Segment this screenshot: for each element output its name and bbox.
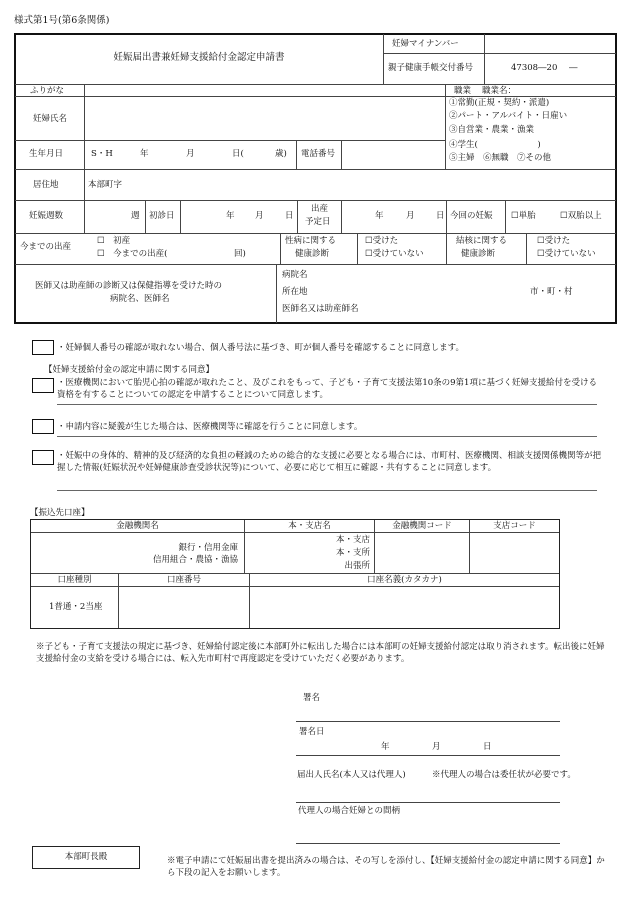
due-day: 日 bbox=[436, 211, 445, 221]
account-name-header: 口座名義(カタカナ) bbox=[367, 575, 442, 585]
address-label: 居住地 bbox=[33, 180, 59, 190]
doctor-label-1: 医師又は助産師の診断又は保健指導を受けた時の bbox=[35, 281, 223, 291]
birth-day: 日( bbox=[232, 149, 244, 159]
address-value[interactable]: 本部町字 bbox=[88, 180, 123, 190]
furigana-label: ふりがな bbox=[30, 86, 65, 96]
doctor-name-label: 医師名又は助産師名 bbox=[282, 304, 359, 314]
hospital-label: 病院名 bbox=[282, 270, 308, 280]
location-label: 所在地 bbox=[282, 287, 308, 297]
branch-code-header: 支店コード bbox=[493, 521, 536, 531]
mynumber-consent-text: ・妊婦個人番号の確認が取れない場合、個人番号法に基づき、町が個人番号を確認することに同意します。 bbox=[57, 343, 464, 353]
tb-label-2: 健康診断 bbox=[461, 249, 496, 259]
occupation-option-5[interactable]: ⑤主婦 ⑥無職 ⑦その他 bbox=[449, 153, 552, 163]
tb-received-checkbox[interactable]: ☐受けた bbox=[537, 236, 571, 246]
birth-year: 年 bbox=[140, 149, 149, 159]
name-label: 妊婦氏名 bbox=[33, 114, 68, 124]
signature-month: 月 bbox=[432, 742, 441, 752]
consent-item2-text: ・申請内容に疑義が生じた場合は、医療機関等に確認を行うことに同意します。 bbox=[57, 422, 363, 432]
branch-types-2: 本・支所 bbox=[335, 548, 370, 558]
transfer-notice: ※子ども・子育て支援法の規定に基づき、妊婦給付認定後に本部町外に転出した場合には本部町の妊婦支援給付認定は取り消されます。転出後に妊婦支援給付金の支給を受ける場合には、転入先市町村で再度認定を受けていただく必要があります。 bbox=[36, 642, 605, 664]
births-prev-checkbox[interactable]: ☐ 今までの出産( bbox=[97, 249, 168, 259]
inst-code-header: 金融機関コード bbox=[392, 521, 452, 531]
techo-label: 親子健康手帳交付番号 bbox=[388, 63, 474, 73]
branch-types-3: 出張所 bbox=[344, 561, 370, 571]
due-label-1: 出産 bbox=[311, 204, 329, 214]
std-label-1: 性病に関する bbox=[285, 236, 337, 246]
mynumber-consent-checkbox[interactable] bbox=[32, 340, 54, 355]
form-title: 妊娠届出書兼妊婦支援給付金認定申請書 bbox=[113, 52, 285, 63]
std-label-2: 健康診断 bbox=[295, 249, 330, 259]
births-first-checkbox[interactable]: ☐ 初産 bbox=[97, 236, 131, 246]
proxy-relation-label: 代理人の場合妊婦との間柄 bbox=[298, 806, 401, 816]
account-number-header: 口座番号 bbox=[166, 575, 201, 585]
first-visit-label: 初診日 bbox=[149, 211, 175, 221]
twins-checkbox[interactable]: ☐双胎以上 bbox=[560, 211, 602, 221]
proxy-note: ※代理人の場合は委任状が必要です。 bbox=[432, 770, 576, 780]
consent-item3-text: ・妊娠中の身体的、精神的及び経済的な負担の軽減のための総合的な支援に必要となる場合には、市町村、医療機関、相談支援関係機関等が把握した情報(妊娠状況や妊婦健康診査受診状況等)について、必要に応じて相互に確認・共有することに同意します。 bbox=[57, 451, 602, 473]
bank-types-1: 銀行・信用金庫 bbox=[178, 543, 238, 553]
account-type-header: 口座種別 bbox=[57, 575, 92, 585]
occupation-option-2[interactable]: ②パート・アルバイト・日雇い bbox=[449, 111, 568, 121]
birth-label: 生年月日 bbox=[29, 149, 64, 159]
birth-era[interactable]: S・H bbox=[91, 149, 113, 159]
due-year: 年 bbox=[375, 211, 384, 221]
pregnancy-weeks-unit: 週 bbox=[131, 211, 140, 221]
signature-day: 日 bbox=[483, 742, 492, 752]
tb-not-received-checkbox[interactable]: ☐受けていない bbox=[537, 249, 596, 259]
pregnancy-weeks-label: 妊娠週数 bbox=[29, 211, 64, 221]
mynumber-label: 妊婦マイナンバー bbox=[392, 39, 459, 49]
birth-age: 歳) bbox=[275, 149, 287, 159]
consent-item1-text: ・医療機関において胎児心拍の確認が取れたこと、及びこれをもって、子ども・子育て支援法第10条の9第1項に基づく妊婦支援給付を受ける資格を有することについての認定を申請することについて同意します。 bbox=[57, 378, 597, 400]
bank-section-label: 【振込先口座】 bbox=[30, 508, 90, 518]
occupation-option-4[interactable]: ④学生( ) bbox=[449, 140, 541, 150]
consent-item3-checkbox[interactable] bbox=[32, 450, 54, 465]
form-number: 様式第1号(第6条関係) bbox=[14, 15, 110, 26]
account-type-value[interactable]: 1普通・2当座 bbox=[49, 602, 103, 612]
births-label: 今までの出産 bbox=[20, 242, 72, 252]
doctor-label-2: 病院名、医師名 bbox=[110, 294, 170, 304]
consent-heading: 【妊婦支援給付金の認定申請に関する同意】 bbox=[44, 365, 215, 375]
consent-item1-checkbox[interactable] bbox=[32, 378, 54, 393]
current-pregnancy-label: 今回の妊娠 bbox=[450, 211, 493, 221]
due-label-2: 予定日 bbox=[305, 217, 331, 227]
signature-label: 署名 bbox=[303, 693, 321, 703]
branch-header: 本・支店名 bbox=[288, 521, 331, 531]
techo-dash: ― bbox=[569, 63, 578, 73]
first-visit-month: 月 bbox=[255, 211, 264, 221]
occupation-header: 職業 bbox=[454, 86, 472, 96]
std-received-checkbox[interactable]: ☐受けた bbox=[365, 236, 399, 246]
occupation-option-3[interactable]: ③自営業・農業・漁業 bbox=[449, 125, 535, 135]
electronic-note: ※電子申請にて妊娠届出書を提出済みの場合は、その写しを添付し、【妊婦支援給付金の認定申請に関する同意】から下段の記入をお願いします。 bbox=[167, 856, 605, 878]
mayor-label: 本部町長殿 bbox=[64, 852, 108, 862]
births-times: 回) bbox=[234, 249, 246, 259]
consent-item2-checkbox[interactable] bbox=[32, 419, 54, 434]
phone-label: 電話番号 bbox=[301, 149, 336, 159]
filer-name-label: 届出人氏名(本人又は代理人) bbox=[297, 770, 406, 780]
city-label: 市・町・村 bbox=[530, 287, 573, 297]
bank-types-2: 信用組合・農協・漁協 bbox=[152, 555, 238, 565]
single-checkbox[interactable]: ☐単胎 bbox=[511, 211, 536, 221]
occupation-name-label: 職業名： bbox=[482, 86, 517, 96]
signature-date-label: 署名日 bbox=[299, 727, 325, 737]
first-visit-day: 日 bbox=[285, 211, 294, 221]
techo-value[interactable]: 47308―20 bbox=[511, 63, 558, 73]
due-month: 月 bbox=[406, 211, 415, 221]
institution-header: 金融機関名 bbox=[116, 521, 159, 531]
signature-year: 年 bbox=[381, 742, 390, 752]
std-not-received-checkbox[interactable]: ☐受けていない bbox=[365, 249, 424, 259]
branch-types-1: 本・支店 bbox=[335, 535, 370, 545]
occupation-option-1[interactable]: ①常勤(正規・契約・派遣) bbox=[449, 98, 550, 108]
birth-month: 月 bbox=[186, 149, 195, 159]
first-visit-year: 年 bbox=[226, 211, 235, 221]
tb-label-1: 結核に関する bbox=[456, 236, 508, 246]
